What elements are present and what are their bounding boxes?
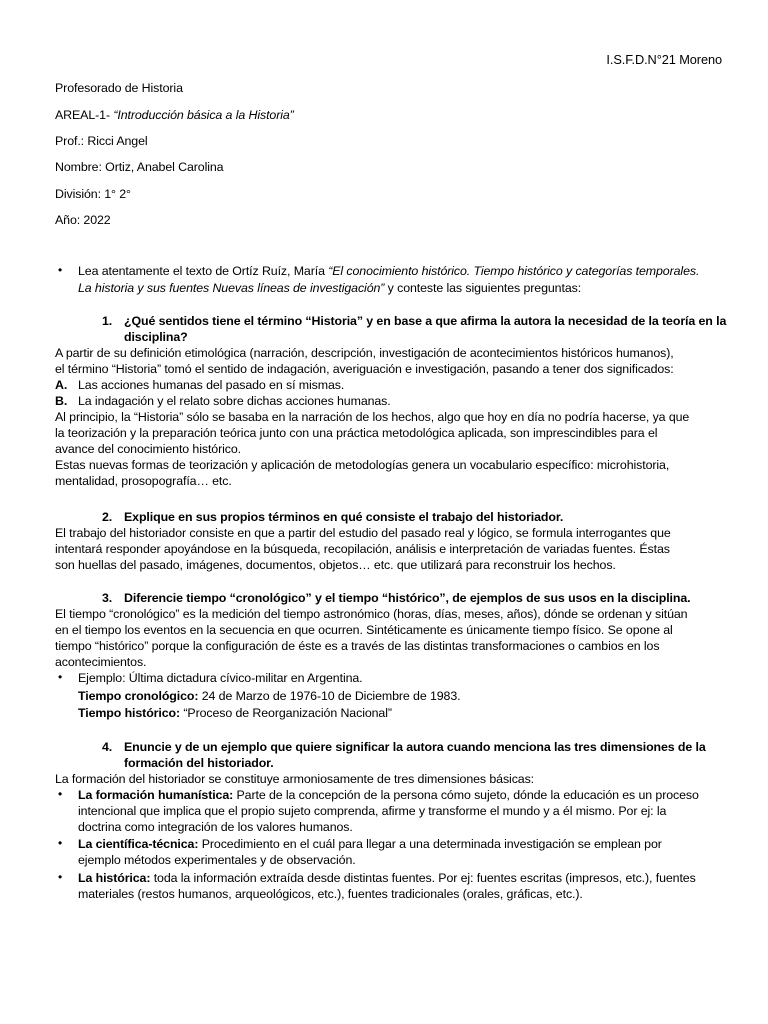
q1-item-b-letter: B. (55, 394, 68, 408)
q4-bullet-1: • (58, 787, 63, 801)
q4-dim1-line-3: doctrina como integración de los valores humanos. (78, 820, 353, 834)
q1-answer-line: mentalidad, prosopografía… etc. (55, 474, 232, 488)
q4-dimension-3 (78, 870, 696, 886)
q4-dim2-label: La científica-técnica: (78, 837, 199, 851)
q2-number: 2. (102, 510, 113, 524)
q1-item-a-letter: A. (55, 378, 68, 392)
q1-answer-line: Estas nuevas formas de teorización y aplicación de metodologías genera un vocabulario específico: microhistoria, (55, 458, 670, 472)
q4-dim3-label: La histórica: (78, 871, 151, 885)
q1-answer-line: avance del conocimiento histórico. (55, 442, 242, 456)
course-name: “Introducción básica a la Historia” (113, 108, 294, 122)
q3-example: Ejemplo: Última dictadura cívico-militar en Argentina. (78, 671, 363, 685)
q2-answer-line: son huellas del pasado, imágenes, documentos, objetos… etc. que utilizará para reconstruir los hechos. (55, 558, 616, 572)
intro-line-1 (78, 263, 699, 279)
q1-item-b-text: La indagación y el relato sobre dichas acciones humanas. (78, 394, 391, 408)
q1-answer-line: A partir de su definición etimológica (narración, descripción, investigación de acontecimientos históricos humanos), (55, 346, 674, 360)
student-name: Nombre: Ortiz, Anabel Carolina (55, 160, 224, 174)
q3-chrono-label: Tiempo cronológico: (78, 689, 199, 703)
q3-answer-line: tiempo “histórico” porque la configuración de éste es a través de las distintas transformaciones o cambios en los (55, 639, 660, 653)
q1-answer-line: la teorización y la preparación teórica junto con una práctica metodológica aplicada, son imprescindibles para el (55, 426, 658, 440)
q3-historic-label: Tiempo histórico: (78, 706, 181, 720)
q1-item-a-text: Las acciones humanas del pasado en sí mismas. (78, 378, 345, 392)
q2-question: Explique en sus propios términos en qué consiste el trabajo del historiador. (124, 510, 564, 524)
q3-answer-line: acontecimientos. (55, 655, 147, 669)
q4-dimension-2 (78, 836, 662, 852)
q1-answer-line: el término “Historia” tomó el sentido de indagación, averiguación e investigación, pasando a tener dos significados: (55, 362, 674, 376)
q3-answer-line: en el tiempo los eventos en la secuencia en que ocurren. Sintéticamente es únicamente tiempo físico. Se opone al (55, 623, 673, 637)
q4-dim3-text: toda la información extraída desde distintas fuentes. Por ej: fuentes escritas (impresos, etc.), fuentes (150, 871, 696, 885)
intro-line-2 (78, 280, 581, 296)
q4-number: 4. (102, 740, 113, 754)
q2-answer-line: intentará responder apoyándose en la búsqueda, recopilación, análisis e interpretación de variadas fuentes. Éstas (55, 542, 670, 556)
q4-dim1-line-2: intencional que implica que el propio sujeto comprenda, afirme y transforme el mundo y a él mismo. Por ej: la (78, 804, 667, 818)
q4-question-line-2: formación del historiador. (124, 756, 274, 770)
q3-chrono-time (78, 688, 460, 704)
q4-question-line-1: Enuncie y de un ejemplo que quiere significar la autora cuando menciona las tres dimensiones de la (124, 740, 706, 754)
intro-text-2b: y conteste las siguientes preguntas: (384, 281, 582, 295)
institution-name: I.S.F.D.N°21 Moreno (606, 52, 722, 67)
q2-answer-line: El trabajo del historiador consiste en que a partir del estudio del pasado real y lógico, se formula interrogantes que (55, 526, 671, 540)
year: Año: 2022 (55, 213, 111, 227)
q4-bullet-3: • (58, 870, 63, 884)
professor: Prof.: Ricci Angel (55, 134, 148, 148)
q3-historic-time (78, 705, 392, 721)
q1-question-line-1: ¿Qué sentidos tiene el término “Historia” y en base a que afirma la autora la necesidad de la teoría en la (124, 314, 727, 328)
q3-bullet: • (58, 670, 63, 684)
intro-bullet: • (58, 263, 63, 277)
intro-text-1b: “El conocimiento histórico. Tiempo histórico y categorías temporales. (328, 264, 700, 278)
q4-answer-line: La formación del historiador se constituye armoniosamente de tres dimensiones básicas: (55, 772, 535, 786)
q1-answer-line: Al principio, la “Historia” sólo se basaba en la narración de los hechos, algo que hoy en día no podría hacerse, ya que (55, 410, 690, 424)
division: División: 1° 2° (55, 187, 131, 201)
q3-question: Diferencie tiempo “cronológico” y el tiempo “histórico”, de ejemplos de sus usos en la disciplina. (124, 591, 691, 605)
q4-dim1-text: Parte de la concepción de la persona cómo sujeto, dónde la educación es un proceso (233, 788, 699, 802)
q1-question-line-2: disciplina? (124, 330, 188, 344)
q4-dim3-line-2: materiales (restos humanos, arqueológicos, etc.), fuentes tradicionales (orales, gráficas, etc.). (78, 887, 583, 901)
program-name: Profesorado de Historia (55, 81, 183, 95)
course-prefix: AREAL-1- (55, 108, 114, 122)
q3-historic-value: “Proceso de Reorganización Nacional” (180, 706, 392, 720)
q3-number: 3. (102, 591, 113, 605)
q4-bullet-2: • (58, 836, 63, 850)
q4-dim1-label: La formación humanística: (78, 788, 234, 802)
q4-dimension-1 (78, 787, 699, 803)
q1-number: 1. (102, 314, 113, 328)
q3-chrono-value: 24 de Marzo de 1976-10 de Diciembre de 1983. (198, 689, 461, 703)
q4-dim2-line-2: ejemplo métodos experimentales y de observación. (78, 853, 356, 867)
q4-dim2-text: Procedimiento en el cuál para llegar a una determinada investigación se emplean por (198, 837, 662, 851)
intro-text-2a: La historia y sus fuentes Nuevas líneas de investigación” (78, 281, 385, 295)
intro-text-1a: Lea atentamente el texto de Ortíz Ruíz, María (78, 264, 329, 278)
course-title (55, 107, 294, 123)
q3-answer-line: El tiempo “cronológico” es la medición del tiempo astronómico (horas, días, meses, años), dónde se ordenan y sitúan (55, 607, 688, 621)
